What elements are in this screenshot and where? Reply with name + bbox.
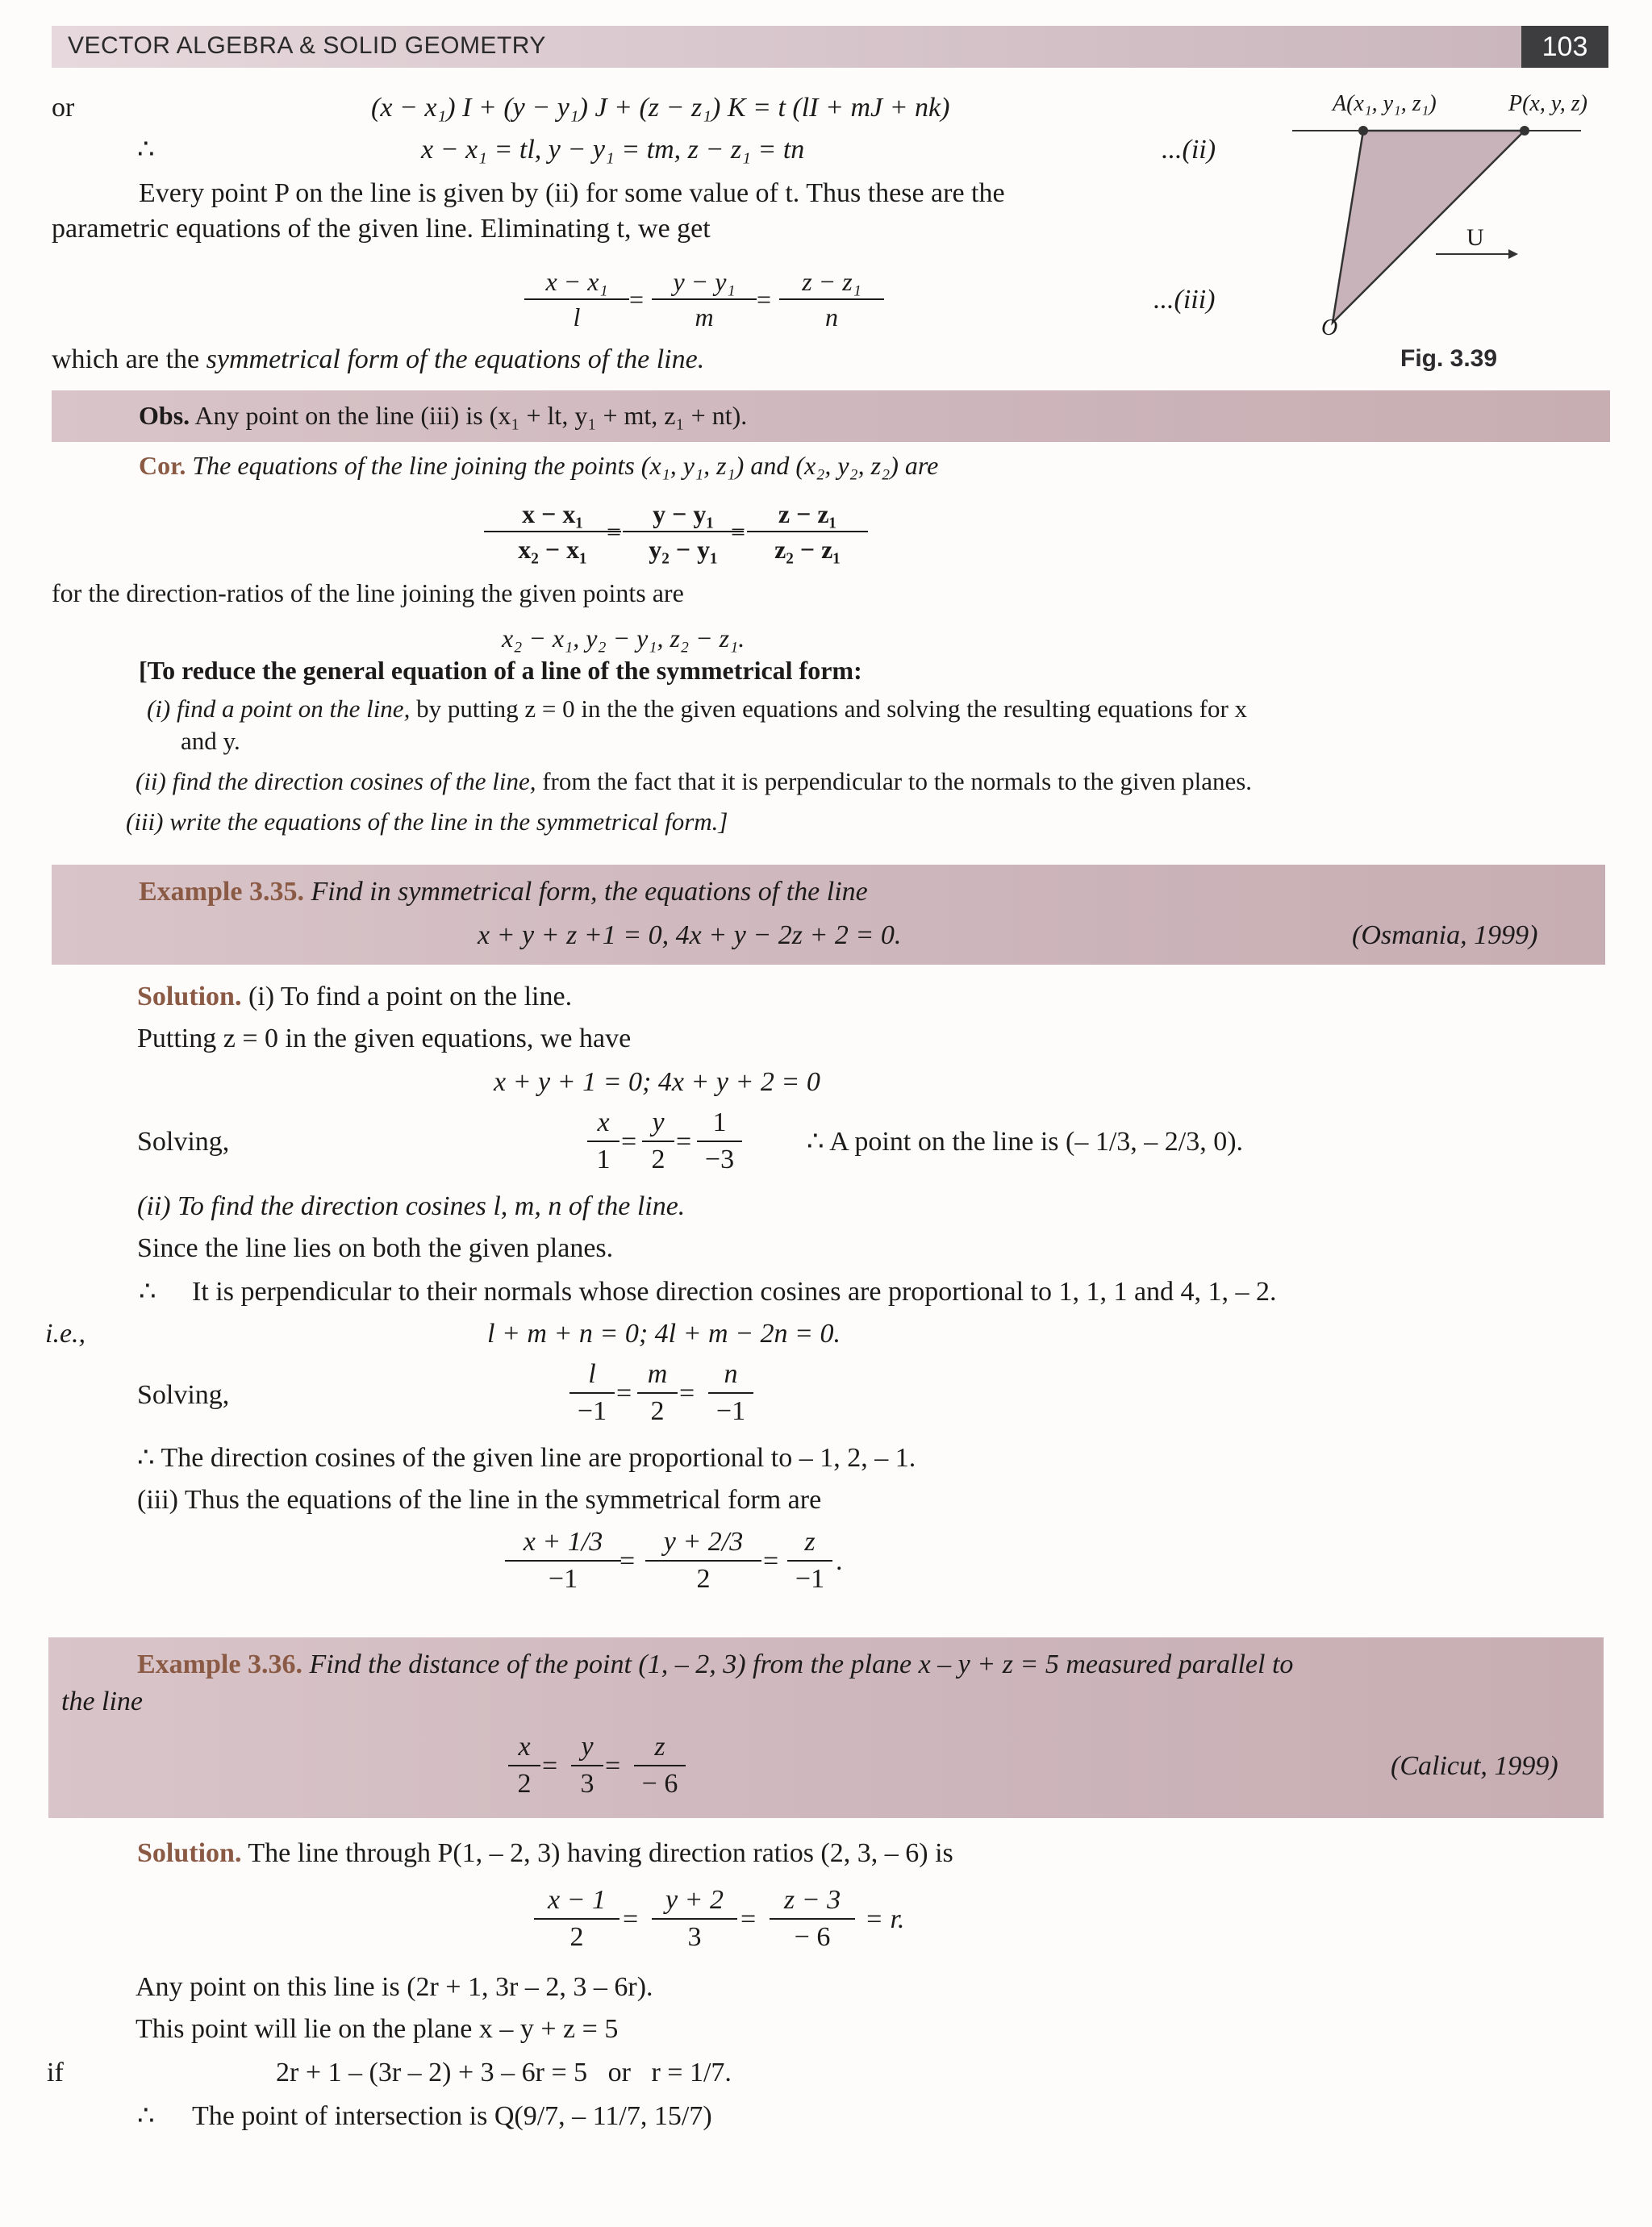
solve-fraction-1: x 1 [587, 1107, 620, 1176]
equation-tag-ii: ...(ii) [1162, 135, 1216, 165]
point-p-label: P(x, y, z) [1508, 91, 1587, 116]
final-fraction-1: x + 1/3 −1 [505, 1526, 621, 1595]
solution-3-36-solve-r: 2r + 1 – (3r – 2) + 3 – 6r = 5 or r = 1/7. [276, 2058, 732, 2087]
sym-fraction-2: y − y₁ m [652, 266, 757, 332]
solution-3-35-planes: Since the line lies on both the given planes. [137, 1233, 614, 1263]
equals-sign: = [616, 1378, 632, 1408]
equals-sign: = [679, 1378, 695, 1408]
solution-3-35-equations: x + y + 1 = 0; 4x + y + 2 = 0 [494, 1067, 820, 1097]
equals-sign: = [605, 1751, 621, 1781]
equals-sign: = [731, 517, 746, 546]
line-fraction-2: y 3 [571, 1731, 603, 1800]
reduce-heading: [To reduce the general equation of a line of the symmetrical form: [139, 656, 862, 685]
corollary: Cor. The equations of the line joining the points (x₁, y₁, z₁) and (x₂, y₂, z₂) are [139, 451, 939, 480]
point-on-line: ∴ A point on the line is (– 1/3, – 2/3, 0). [807, 1127, 1244, 1157]
ie-label: i.e., [45, 1319, 86, 1349]
if-label: if [47, 2058, 64, 2087]
paragraph-line-1: Every point P on the line is given by (ii) for some value of t. Thus these are the [139, 178, 1005, 208]
running-title: VECTOR ALGEBRA & SOLID GEOMETRY [68, 32, 546, 59]
dc-fraction-2: m 2 [637, 1358, 678, 1428]
vector-equation: (x − x₁) I + (y − y₁) J + (z − z₁) K = t (lI + mJ + nk) [371, 93, 950, 123]
sym-fraction-3: z − z₁ n [779, 266, 884, 332]
obs-note: Obs. Any point on the line (iii) is (x₁ + lt, y₁ + mt, z₁ + nt). [139, 401, 748, 430]
equals-sign: = [763, 1546, 779, 1576]
equals-sign: = [607, 517, 622, 546]
figure-3-39 [1283, 81, 1621, 339]
sym-fraction-1: x − x₁ l [524, 266, 629, 332]
solution-3-36-plane: This point will lie on the plane x – y + z = 5 [136, 2014, 619, 2044]
solution-3-35-step-i: Solution. (i) To find a point on the line. [137, 982, 573, 1011]
example-3-36-question-cont: the line [61, 1687, 144, 1716]
equals-sign: = [740, 1904, 757, 1934]
example-3-35-source: (Osmania, 1999) [1352, 920, 1538, 950]
or-label: or [52, 93, 75, 123]
vector-u-label: U [1466, 224, 1484, 251]
final-period: . [836, 1546, 843, 1576]
page-number: 103 [1521, 26, 1608, 68]
paragraph-line-2: parametric equations of the given line. Eliminating t, we get [52, 214, 711, 244]
figure-caption: Fig. 3.39 [1400, 345, 1498, 372]
example-3-36-source: (Calicut, 1999) [1391, 1751, 1558, 1781]
solve-fraction-2: y 2 [642, 1107, 674, 1176]
solution-3-35-step-iii: (iii) Thus the equations of the line in the symmetrical form are [137, 1485, 822, 1515]
solution-3-35-normals: l + m + n = 0; 4l + m − 2n = 0. [487, 1319, 841, 1349]
solution-3-35-putting: Putting z = 0 in the given equations, we have [137, 1024, 632, 1053]
direction-ratios-values: x₂ − x₁, y₂ − y₁, z₂ − z₁. [502, 623, 745, 653]
solving-label-1: Solving, [137, 1127, 230, 1157]
parametric-equation: x − x₁ = tl, y − y₁ = tm, z − z₁ = tn [421, 135, 805, 165]
example-3-35-question: Example 3.35. Find in symmetrical form, the equations of the line [139, 877, 868, 907]
therefore-symbol: ∴ [139, 1277, 156, 1307]
direction-ratios-text: for the direction-ratios of the line joining the given points are [52, 578, 684, 607]
solution-3-35-step-ii: (ii) To find the direction cosines l, m, n of the line. [137, 1191, 686, 1221]
therefore-symbol: ∴ [137, 135, 155, 165]
dc-fraction-3: n −1 [708, 1358, 753, 1428]
reduce-step-i-cont: and y. [181, 727, 240, 755]
solution-3-35-perpendicular: It is perpendicular to their normals whose direction cosines are proportional to 1, 1, 1 and 4, 1, – 2. [192, 1277, 1277, 1307]
equals-r: = r. [865, 1904, 905, 1934]
equation-tag-iii: ...(iii) [1153, 285, 1216, 315]
solution-3-36-intersection: The point of intersection is Q(9/7, – 11/7, 15/7) [192, 2101, 712, 2131]
equals-sign: = [621, 1127, 637, 1157]
param-fraction-2: y + 2 3 [652, 1884, 737, 1954]
therefore-symbol: ∴ [137, 2101, 155, 2131]
final-fraction-3: z −1 [787, 1526, 832, 1595]
equals-sign: = [676, 1127, 692, 1157]
solution-3-36-any-point: Any point on this line is (2r + 1, 3r – 2, 3 – 6r). [136, 1972, 653, 2002]
line-fraction-1: x 2 [508, 1731, 540, 1800]
solving-label-2: Solving, [137, 1380, 230, 1410]
solution-3-36-line: Solution. The line through P(1, – 2, 3) having direction ratios (2, 3, – 6) is [137, 1838, 953, 1868]
reduce-step-i: (i) find a point on the line, by putting z = 0 in the the given equations and solving the resulting equations for x [147, 694, 1248, 723]
point-a-label: A(x₁, y₁, z₁) [1333, 91, 1437, 116]
param-fraction-3: z − 3 − 6 [770, 1884, 855, 1954]
solve-fraction-3: 1 −3 [697, 1107, 742, 1176]
dc-fraction-1: l −1 [569, 1358, 615, 1428]
reduce-step-ii: (ii) find the direction cosines of the line, from the fact that it is perpendicular to the normals to the given planes. [136, 767, 1253, 795]
equals-sign: = [542, 1751, 558, 1781]
equals-sign: = [629, 285, 645, 314]
reduce-step-iii: (iii) write the equations of the line in the symmetrical form.] [126, 807, 728, 836]
example-3-36-question: Example 3.36. Find the distance of the point (1, – 2, 3) from the plane x – y + z = 5 measured parallel to [137, 1649, 1294, 1679]
line-fraction-3: z − 6 [634, 1731, 686, 1800]
final-fraction-2: y + 2/3 2 [645, 1526, 761, 1595]
solution-3-35-proportional: ∴ The direction cosines of the given line are proportional to – 1, 2, – 1. [137, 1443, 916, 1473]
equals-sign: = [620, 1546, 636, 1576]
cor-fraction-3: z − z₁ z₂ − z₁ [747, 498, 868, 565]
origin-label: O [1321, 315, 1338, 340]
cor-fraction-1: x − x₁ x₂ − x₁ [484, 498, 621, 565]
cor-fraction-2: y − y₁ y₂ − y₁ [623, 498, 744, 565]
symmetrical-form-statement: which are the symmetrical form of the equations of the line. [52, 344, 705, 374]
equals-sign: = [623, 1904, 639, 1934]
equals-sign: = [757, 285, 772, 314]
page-header [52, 26, 1608, 68]
example-3-35-equation: x + y + z +1 = 0, 4x + y − 2z + 2 = 0. [478, 920, 902, 950]
param-fraction-1: x − 1 2 [534, 1884, 620, 1954]
